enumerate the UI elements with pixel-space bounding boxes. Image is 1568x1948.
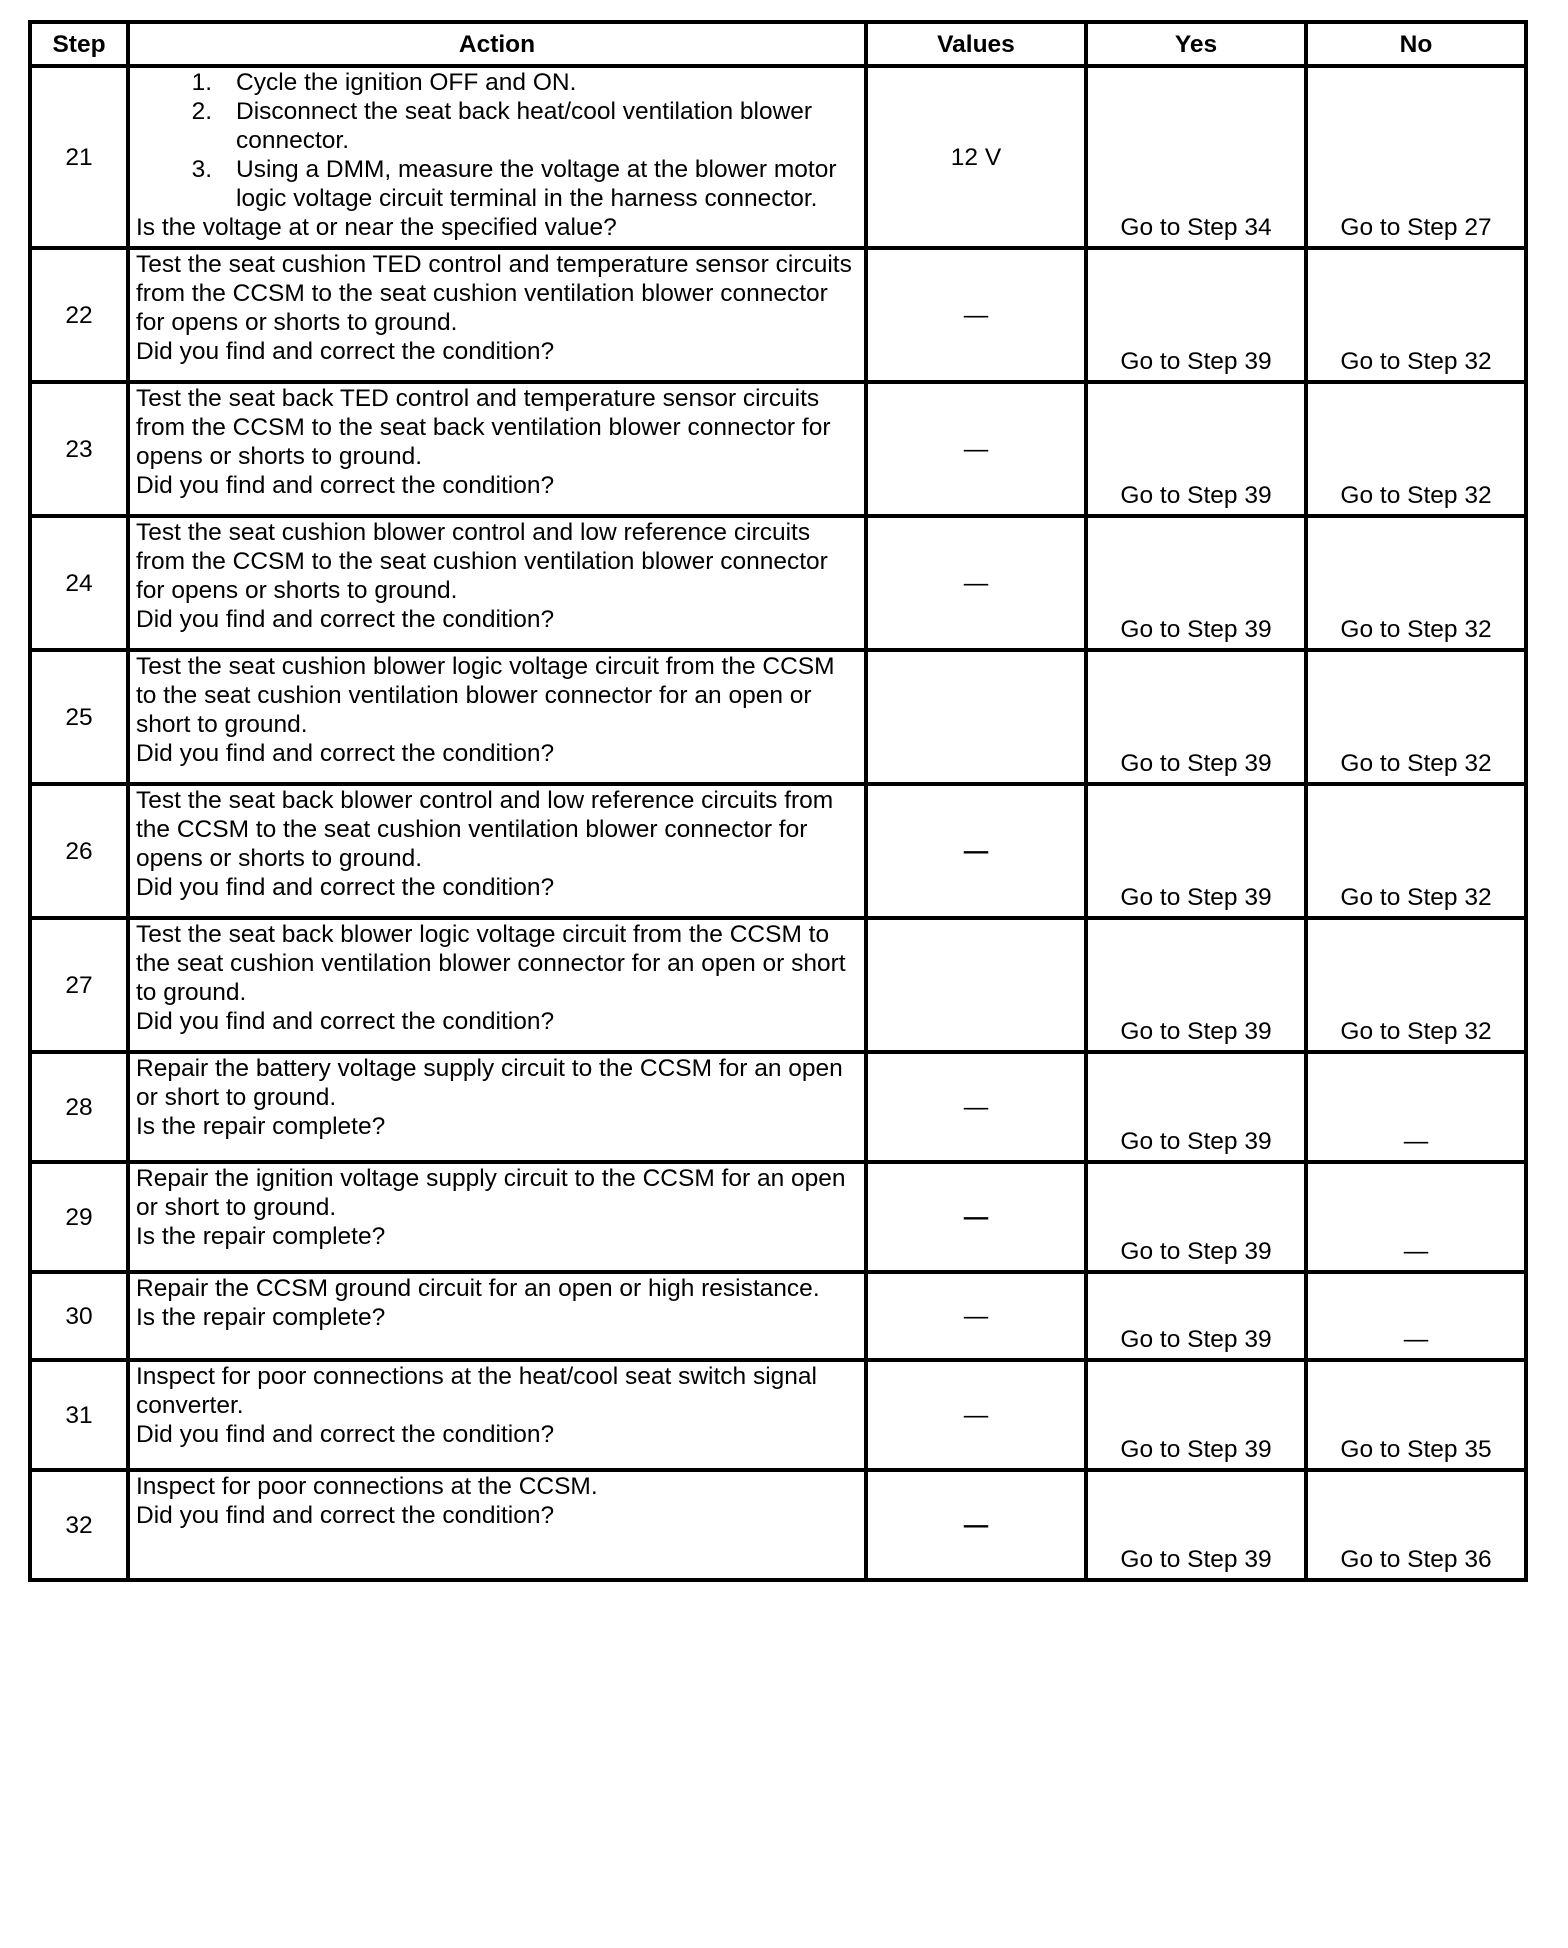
values-cell: —: [866, 1470, 1086, 1580]
yes-cell: Go to Step 39: [1086, 516, 1306, 650]
action-question: Did you find and correct the condition?: [136, 1502, 555, 1529]
table-row: [30, 1052, 1526, 1162]
action-text: Repair the CCSM ground circuit for an open or high resistance.: [136, 1275, 820, 1302]
values-cell: [866, 918, 1086, 1052]
list-item: [136, 97, 858, 155]
action-question: Did you find and correct the condition?: [136, 606, 555, 633]
step-number: 31: [30, 1360, 128, 1470]
action-cell: [128, 784, 866, 918]
action-text: Repair the battery voltage supply circuit to the CCSM for an open or short to ground.: [136, 1055, 843, 1111]
list-item: [136, 68, 858, 97]
yes-cell: Go to Step 39: [1086, 1162, 1306, 1272]
no-cell: Go to Step 32: [1306, 248, 1526, 382]
step-number: 26: [30, 784, 128, 918]
action-cell: [128, 650, 866, 784]
no-cell: —: [1306, 1052, 1526, 1162]
step-number: 32: [30, 1470, 128, 1580]
step-number: 29: [30, 1162, 128, 1272]
step-number: 21: [30, 66, 128, 248]
action-text: Test the seat back blower logic voltage circuit from the CCSM to the seat cushion ventilation blower connector for an open or short to ground.: [136, 921, 846, 1006]
action-text: Test the seat back TED control and temperature sensor circuits from the CCSM to the seat back ventilation blower connector for opens or shorts to ground.: [136, 385, 831, 470]
yes-cell: Go to Step 39: [1086, 784, 1306, 918]
list-text: Cycle the ignition OFF and ON.: [236, 69, 577, 96]
values-cell: —: [866, 784, 1086, 918]
action-cell: [128, 248, 866, 382]
yes-cell: Go to Step 39: [1086, 1272, 1306, 1360]
step-number: 27: [30, 918, 128, 1052]
action-cell: [128, 382, 866, 516]
yes-cell: Go to Step 39: [1086, 918, 1306, 1052]
header-no: No: [1306, 22, 1526, 66]
action-question: Did you find and correct the condition?: [136, 472, 555, 499]
step-number: 30: [30, 1272, 128, 1360]
no-cell: Go to Step 32: [1306, 784, 1526, 918]
no-cell: Go to Step 27: [1306, 66, 1526, 248]
action-question: Did you find and correct the condition?: [136, 1421, 555, 1448]
header-values: Values: [866, 22, 1086, 66]
header-step: Step: [30, 22, 128, 66]
action-cell: [128, 66, 866, 248]
action-question: Is the repair complete?: [136, 1113, 386, 1140]
action-cell: [128, 918, 866, 1052]
list-number: 2.: [191, 98, 212, 125]
table-row: [30, 1162, 1526, 1272]
action-text: Test the seat cushion TED control and temperature sensor circuits from the CCSM to the seat cushion ventilation blower connector for opens or shorts to ground.: [136, 251, 852, 336]
values-cell: —: [866, 1162, 1086, 1272]
step-number: 22: [30, 248, 128, 382]
step-number: 28: [30, 1052, 128, 1162]
list-text: Using a DMM, measure the voltage at the blower motor logic voltage circuit terminal in the harness connector.: [236, 156, 837, 212]
action-question: Is the repair complete?: [136, 1223, 386, 1250]
yes-cell: Go to Step 34: [1086, 66, 1306, 248]
no-cell: Go to Step 32: [1306, 918, 1526, 1052]
action-cell: [128, 516, 866, 650]
table-row: [30, 66, 1526, 248]
values-cell: [866, 650, 1086, 784]
header-yes: Yes: [1086, 22, 1306, 66]
header-action: Action: [128, 22, 866, 66]
no-cell: Go to Step 35: [1306, 1360, 1526, 1470]
yes-cell: Go to Step 39: [1086, 248, 1306, 382]
action-question: Did you find and correct the condition?: [136, 1008, 555, 1035]
values-cell: —: [866, 382, 1086, 516]
action-question: Did you find and correct the condition?: [136, 874, 555, 901]
list-number: 3.: [191, 156, 212, 183]
no-cell: Go to Step 32: [1306, 516, 1526, 650]
no-cell: Go to Step 36: [1306, 1470, 1526, 1580]
action-cell: [128, 1360, 866, 1470]
values-cell: —: [866, 1052, 1086, 1162]
table-row: [30, 650, 1526, 784]
action-question: Is the voltage at or near the specified value?: [136, 214, 617, 241]
action-list: [136, 68, 858, 213]
action-cell: [128, 1470, 866, 1580]
values-cell: —: [866, 516, 1086, 650]
yes-cell: Go to Step 39: [1086, 382, 1306, 516]
action-text: Repair the ignition voltage supply circuit to the CCSM for an open or short to ground.: [136, 1165, 846, 1221]
action-cell: [128, 1052, 866, 1162]
action-question: Did you find and correct the condition?: [136, 740, 555, 767]
table-row: [30, 516, 1526, 650]
table-row: [30, 918, 1526, 1052]
action-cell: [128, 1272, 866, 1360]
list-item: [136, 155, 858, 213]
values-cell: 12 V: [866, 66, 1086, 248]
header-row: [30, 22, 1526, 66]
table-row: [30, 1470, 1526, 1580]
no-cell: Go to Step 32: [1306, 650, 1526, 784]
table-row: [30, 1272, 1526, 1360]
values-cell: —: [866, 1360, 1086, 1470]
table-row: [30, 1360, 1526, 1470]
diagnostic-table: [28, 20, 1528, 1582]
table-row: [30, 382, 1526, 516]
action-question: Did you find and correct the condition?: [136, 338, 555, 365]
values-cell: —: [866, 248, 1086, 382]
no-cell: —: [1306, 1162, 1526, 1272]
no-cell: Go to Step 32: [1306, 382, 1526, 516]
action-text: Test the seat cushion blower control and low reference circuits from the CCSM to the seat cushion ventilation blower connector for opens or shorts to ground.: [136, 519, 828, 604]
values-cell: —: [866, 1272, 1086, 1360]
action-text: Test the seat back blower control and low reference circuits from the CCSM to the seat cushion ventilation blower connector for opens or shorts to ground.: [136, 787, 834, 872]
table-row: [30, 248, 1526, 382]
action-text: Inspect for poor connections at the heat/cool seat switch signal converter.: [136, 1363, 817, 1419]
yes-cell: Go to Step 39: [1086, 1470, 1306, 1580]
step-number: 25: [30, 650, 128, 784]
action-question: Is the repair complete?: [136, 1304, 386, 1331]
list-number: 1.: [191, 69, 212, 96]
yes-cell: Go to Step 39: [1086, 650, 1306, 784]
action-text: Test the seat cushion blower logic voltage circuit from the CCSM to the seat cushion ventilation blower connector for an open or short to ground.: [136, 653, 835, 738]
action-cell: [128, 1162, 866, 1272]
table-row: [30, 784, 1526, 918]
no-cell: —: [1306, 1272, 1526, 1360]
step-number: 24: [30, 516, 128, 650]
action-text: Inspect for poor connections at the CCSM.: [136, 1473, 598, 1500]
list-text: Disconnect the seat back heat/cool ventilation blower connector.: [236, 98, 813, 154]
yes-cell: Go to Step 39: [1086, 1052, 1306, 1162]
yes-cell: Go to Step 39: [1086, 1360, 1306, 1470]
step-number: 23: [30, 382, 128, 516]
